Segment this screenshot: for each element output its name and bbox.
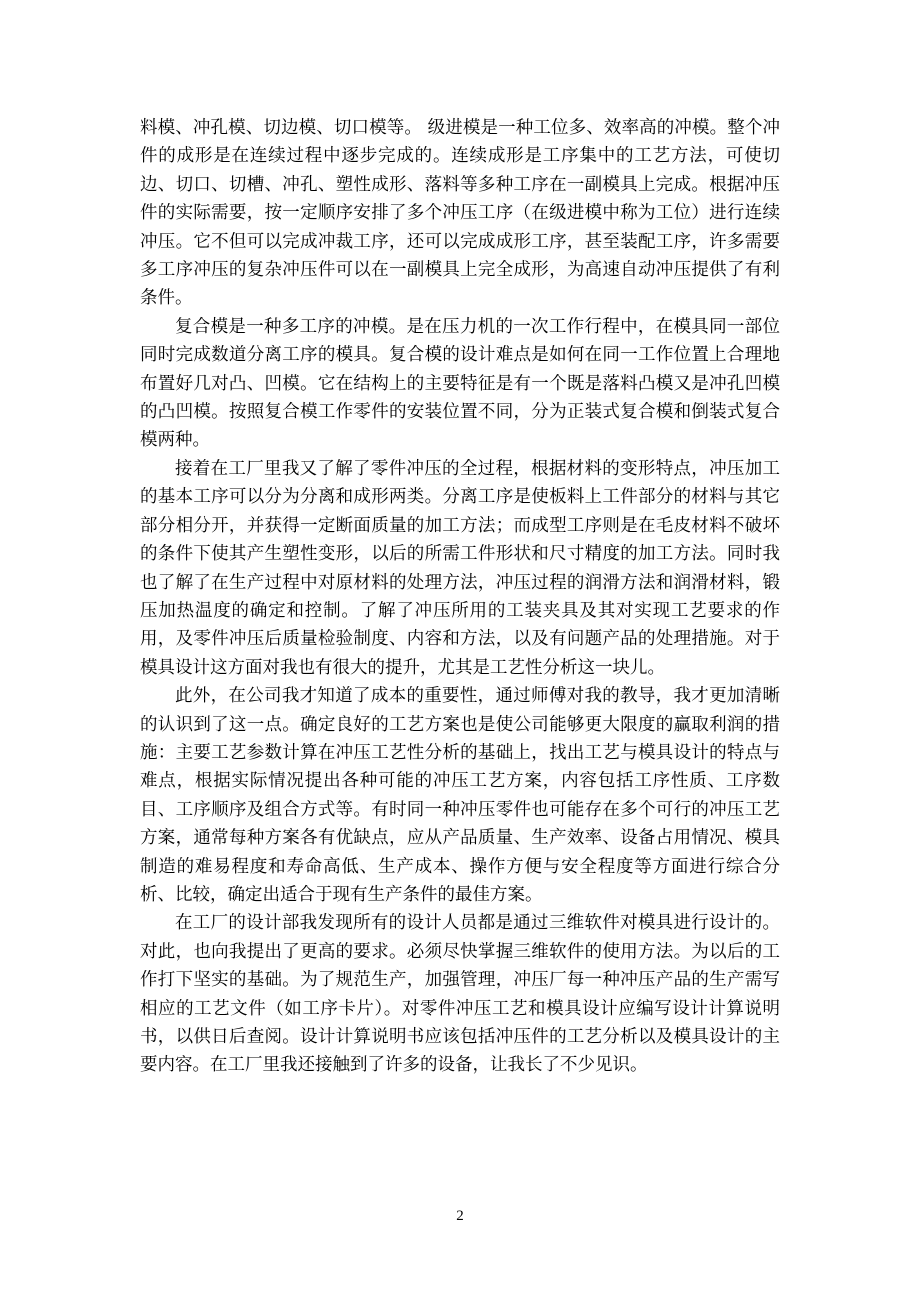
page-number: 2 [456, 1208, 464, 1224]
body-text [140, 114, 780, 1080]
paragraph-continuation: 料模、冲孔模、切边模、切口模等。 级进模是一种工位多、效率高的冲模。整个冲件的成形是在连续过程中逐步完成的。连续成形是工序集中的工艺方法，可使切边、切口、切槽、冲孔、塑性成形、落料等多种工序在一副模具上完成。根据冲压件的实际需要，按一定顺序安排了多个冲压工序（在级进模中称为工位）进行连续冲压。它不但可以完成冲裁工序，还可以完成成形工序，甚至装配工序，许多需要多工序冲压的复杂冲压件可以在一副模具上完全成形，为高速自动冲压提供了有利条件。 [140, 118, 780, 309]
paragraph-compound-die: 复合模是一种多工序的冲模。是在压力机的一次工作行程中，在模具同一部位同时完成数道分离工序的模具。复合模的设计难点是如何在同一工作位置上合理地布置好几对凸、凹模。它在结构上的主要特征是有一个既是落料凸模又是冲孔凹模的凸凹模。按照复合模工作零件的安装位置不同，分为正装式复合模和倒装式复合模两种。 [140, 316, 780, 451]
paragraph-design-department: 在工厂的设计部我发现所有的设计人员都是通过三维软件对模具进行设计的。对此，也向我提出了更高的要求。必须尽快掌握三维软件的使用方法。为以后的工作打下坚实的基础。为了规范生产，加强管理，冲压厂每一种冲压产品的生产需写相应的工艺文件（如工序卡片）。对零件冲压工艺和模具设计应编写设计计算说明书，以供日后查阅。设计计算说明书应该包括冲压件的工艺分析以及模具设计的主要内容。在工厂里我还接触到了许多的设备，让我长了不少见识。 [140, 913, 780, 1076]
paragraph-cost-process-plan: 此外，在公司我才知道了成本的重要性，通过师傅对我的教导，我才更加清晰的认识到了这一点。确定良好的工艺方案也是使公司能够更大限度的赢取利润的措施：主要工艺参数计算在冲压工艺性分析的基础上，找出工艺与模具设计的特点与难点，根据实际情况提出各种可能的冲压工艺方案，内容包括工序性质、工序数目、工序顺序及组合方式等。有时同一种冲压零件也可能存在多个可行的冲压工艺方案，通常每种方案各有优缺点，应从产品质量、生产效率、设备占用情况、模具制造的难易程度和寿命高低、生产成本、操作方便与安全程度等方面进行综合分析、比较，确定出适合于现有生产条件的最佳方案。 [140, 686, 780, 905]
paragraph-stamping-process: 接着在工厂里我又了解了零件冲压的全过程，根据材料的变形特点，冲压加工的基本工序可以分为分离和成形两类。分离工序是使板料上工件部分的材料与其它部分相分开，并获得一定断面质量的加工方法；而成型工序则是在毛皮材料不破坏的条件下使其产生塑性变形，以后的所需工件形状和尺寸精度的加工方法。同时我也了解了在生产过程中对原材料的处理方法，冲压过程的润滑方法和润滑材料，锻压加热温度的确定和控制。了解了冲压所用的工装夹具及其对实现工艺要求的作用，及零件冲压后质量检验制度、内容和方法，以及有问题产品的处理措施。对于模具设计这方面对我也有很大的提升，尤其是工艺性分析这一块儿。 [140, 458, 780, 678]
